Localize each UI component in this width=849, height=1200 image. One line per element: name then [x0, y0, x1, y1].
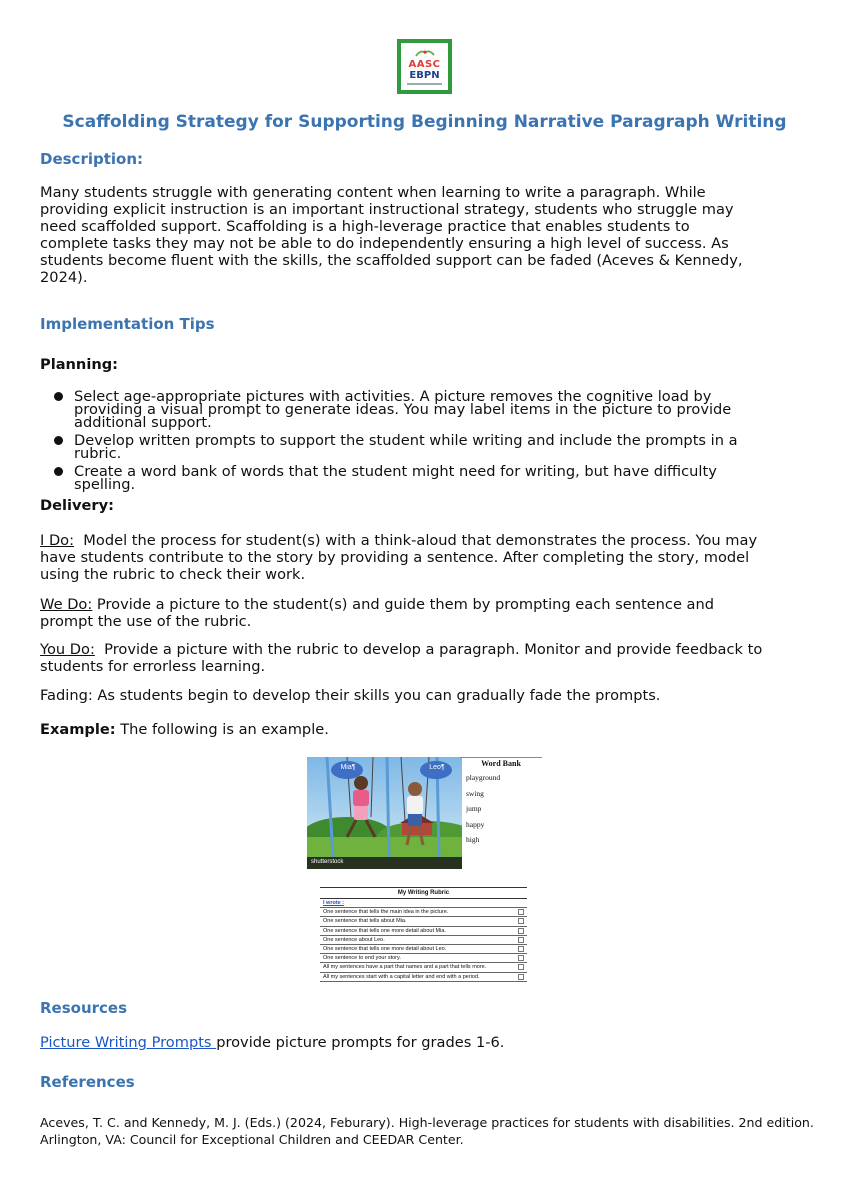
word-bank: [460, 757, 542, 870]
checkbox-icon: [518, 928, 524, 934]
rubric-row: [320, 954, 527, 963]
logo-line-2: EBPN: [409, 70, 440, 81]
you-do-label: You Do:: [40, 641, 95, 658]
we-do-paragraph: [40, 596, 830, 630]
bullet-line: spelling.: [74, 476, 136, 493]
word-bank-title: Word Bank: [481, 759, 521, 768]
delivery-heading: Delivery:: [40, 497, 114, 514]
description-line: need scaffolded support. Scaffolding is a high-leverage practice that enables students to: [40, 218, 690, 235]
checkbox-icon: [518, 974, 524, 980]
rubric-row-text: One sentence that tells about Mia.: [323, 918, 407, 925]
description-line: 2024).: [40, 269, 88, 286]
description-body: [40, 184, 830, 286]
word-bank-item: swing: [466, 788, 484, 798]
example-text: The following is an example.: [115, 721, 329, 738]
bullet-icon: [54, 392, 63, 401]
bullet-line: Create a word bank of words that the student might need for writing, but have difficulty: [74, 463, 717, 480]
i-do-line: using the rubric to check their work.: [40, 566, 306, 583]
description-line: Many students struggle with generating content when learning to write a paragraph. While: [40, 184, 706, 201]
planning-list: [50, 390, 810, 496]
you-do-line: students for errorless learning.: [40, 658, 266, 675]
word-bank-item: happy: [466, 819, 485, 829]
playground-swing-photo: [307, 757, 462, 869]
resources-line: [40, 1034, 830, 1051]
checkbox-icon: [518, 964, 524, 970]
checkbox-icon: [518, 946, 524, 952]
logo-divider: [407, 83, 442, 85]
checkbox-icon: [518, 918, 524, 924]
bubble-leo: Leo¶: [429, 764, 445, 771]
bullet-line: Select age-appropriate pictures with activities. A picture removes the cognitive load by: [74, 388, 712, 405]
word-bank-item: playground: [466, 773, 501, 782]
references-heading: References: [40, 1073, 135, 1091]
rubric-row: [320, 908, 527, 917]
writing-rubric: [320, 887, 527, 980]
page-title: Scaffolding Strategy for Supporting Beginning Narrative Paragraph Writing: [62, 112, 787, 132]
checkbox-icon: [518, 955, 524, 961]
rubric-row: [320, 973, 527, 982]
you-do-paragraph: [40, 641, 830, 675]
rubric-row-text: One sentence that tells the main idea in the picture.: [323, 909, 449, 916]
logo-line-1: AASC: [408, 59, 441, 70]
fading-text: Fading: As students begin to develop their skills you can gradually fade the prompts.: [40, 687, 661, 704]
logo-swoosh-icon: [415, 49, 435, 57]
planning-heading: Planning:: [40, 356, 118, 373]
i-do-paragraph: [40, 532, 830, 583]
example-line: [40, 721, 830, 738]
rubric-row: [320, 945, 527, 954]
rubric-subhead: I wrote :: [320, 899, 527, 908]
bubble-mia: Mia¶: [340, 764, 356, 771]
picture-writing-prompts-link[interactable]: Picture Writing Prompts: [40, 1034, 217, 1051]
bullet-icon: [54, 436, 63, 445]
rubric-row: [320, 917, 527, 926]
rubric-title: My Writing Rubric: [320, 887, 527, 899]
i-do-text: Model the process for student(s) with a think-aloud that demonstrates the process. You may: [74, 532, 758, 549]
rubric-row-text: One sentence to end your story.: [323, 955, 401, 962]
we-do-label: We Do:: [40, 596, 93, 613]
planning-bullet: [50, 390, 810, 429]
description-line: complete tasks they may not be able to do independently ensuring a high level of success. As: [40, 235, 729, 252]
rubric-row-text: All my sentences have a part that names and a part that tells more.: [323, 964, 487, 971]
word-bank-item: high: [466, 835, 480, 844]
description-line: providing explicit instruction is an important instructional strategy, students who struggle may: [40, 201, 734, 218]
description-line: students become fluent with the skills, the scaffolded support can be faded (Aceves & Kennedy,: [40, 252, 743, 269]
photo-watermark: shutterstock: [311, 859, 344, 865]
planning-bullet: [50, 434, 810, 460]
checkbox-icon: [518, 909, 524, 915]
i-do-label: I Do:: [40, 532, 75, 549]
bullet-line: additional support.: [74, 414, 212, 431]
implementation-heading: Implementation Tips: [40, 315, 215, 333]
bullet-icon: [54, 467, 63, 476]
rubric-row: [320, 927, 527, 936]
bullet-line: rubric.: [74, 445, 122, 462]
rubric-row-text: One sentence that tells one more detail about Leo.: [323, 945, 447, 952]
bullet-line: Develop written prompts to support the student while writing and include the prompts in a: [74, 432, 738, 449]
we-do-line: prompt the use of the rubric.: [40, 613, 252, 630]
rubric-row: [320, 936, 527, 945]
reference-entry: [40, 1114, 830, 1148]
word-bank-item: jump: [466, 804, 482, 813]
rubric-row-text: One sentence about Leo.: [323, 936, 385, 943]
resources-heading: Resources: [40, 999, 128, 1017]
aasc-ebpn-logo: [397, 39, 452, 94]
reference-line: Arlington, VA: Council for Exceptional Children and CEEDAR Center.: [40, 1132, 464, 1147]
i-do-line: have students contribute to the story by providing a sentence. After completing the story, model: [40, 549, 750, 566]
rubric-row-text: All my sentences start with a capital letter and end with a period.: [323, 973, 480, 980]
rubric-row-text: One sentence that tells one more detail about Mia.: [323, 927, 446, 934]
example-label: Example:: [40, 721, 116, 738]
resources-text: provide picture prompts for grades 1-6.: [216, 1034, 505, 1051]
rubric-row: [320, 963, 527, 972]
we-do-text: Provide a picture to the student(s) and guide them by prompting each sentence and: [92, 596, 715, 613]
planning-bullet: [50, 465, 810, 491]
you-do-text: Provide a picture with the rubric to develop a paragraph. Monitor and provide feedback to: [94, 641, 763, 658]
description-heading: Description:: [40, 150, 144, 168]
reference-line: Aceves, T. C. and Kennedy, M. J. (Eds.) (2024, Feburary). High-leverage practices for students with disabilities. 2nd edition.: [40, 1115, 814, 1130]
bullet-line: providing a visual prompt to generate ideas. You may label items in the picture to provide: [74, 401, 732, 418]
checkbox-icon: [518, 937, 524, 943]
